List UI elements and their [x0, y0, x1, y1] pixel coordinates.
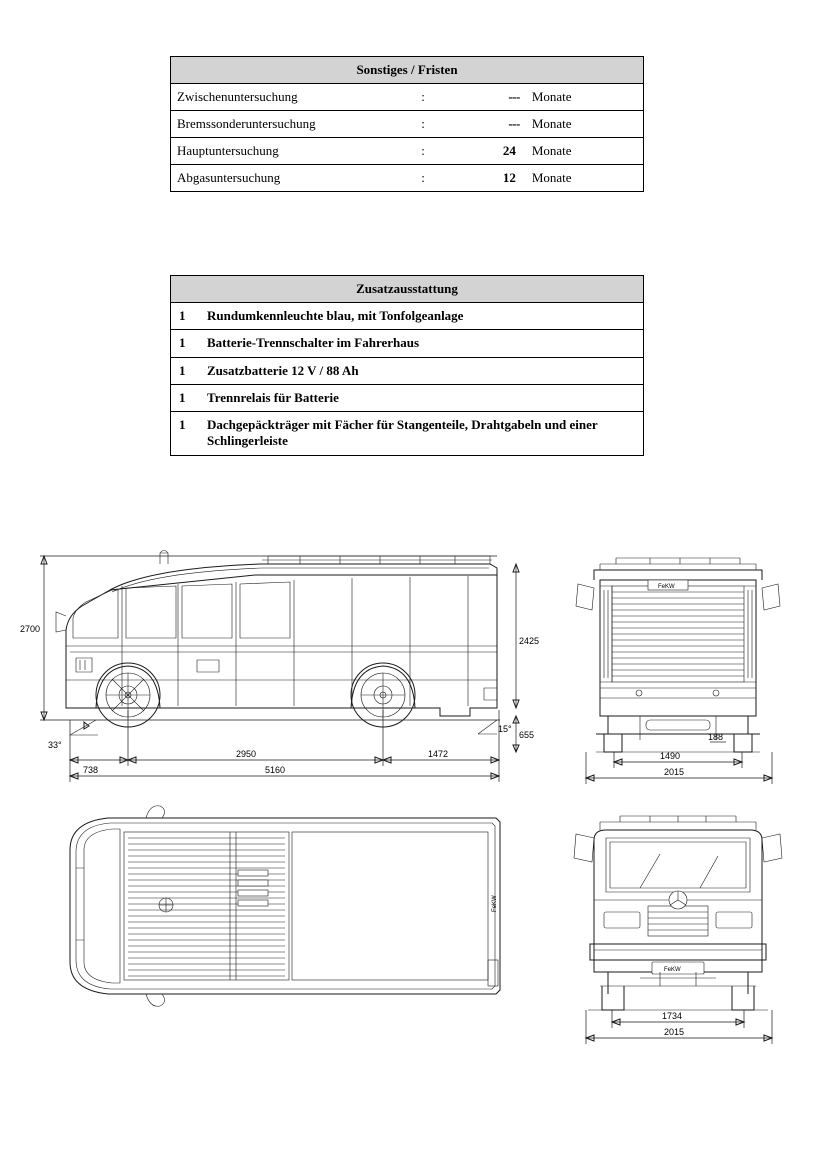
fristen-row-label: Bremssonderuntersuchung — [171, 111, 416, 138]
zusatz-row-qty: 1 — [171, 412, 206, 456]
dim-height-total: 2700 — [20, 624, 41, 634]
dim-height-ground: 655 — [519, 730, 535, 740]
dim-height-body: 2425 — [519, 636, 540, 646]
top-view-drawing — [70, 806, 500, 1007]
fristen-row-unit: Monate — [526, 84, 644, 111]
zusatz-row-qty: 1 — [171, 384, 206, 411]
fristen-row-unit: Monate — [526, 138, 644, 165]
zusatz-row-item: Rundumkennleuchte blau, mit Tonfolgeanlage — [205, 303, 644, 330]
fristen-table-title: Sonstiges / Fristen — [171, 57, 644, 84]
dim-overhang-front: 738 — [83, 765, 99, 775]
dim-front-track: 1734 — [662, 1011, 683, 1021]
zusatz-row-item: Trennrelais für Batterie — [205, 384, 644, 411]
front-label: FeKW — [664, 967, 681, 973]
zusatz-table-title: Zusatzausstattung — [171, 276, 644, 303]
fristen-row-label: Abgasuntersuchung — [171, 165, 416, 192]
zusatz-row-qty: 1 — [171, 357, 206, 384]
dim-wheelbase: 2950 — [236, 749, 257, 759]
fristen-table — [170, 56, 644, 192]
fristen-row-colon: : — [415, 138, 448, 165]
zusatz-row-item: Zusatzbatterie 12 V / 88 Ah — [205, 357, 644, 384]
side-view-drawing — [20, 551, 539, 783]
fristen-row-colon: : — [415, 165, 448, 192]
fristen-row-value: 24 — [448, 138, 526, 165]
table-row — [171, 384, 644, 411]
fristen-row-value: --- — [448, 84, 526, 111]
fristen-row-colon: : — [415, 111, 448, 138]
zusatz-row-qty: 1 — [171, 330, 206, 357]
fristen-row-label: Zwischenuntersuchung — [171, 84, 416, 111]
vehicle-technical-drawings — [0, 520, 826, 1080]
fristen-row-value: --- — [448, 111, 526, 138]
dim-rear-track: 1490 — [660, 751, 681, 761]
dim-rear-width-total: 2015 — [664, 767, 685, 777]
table-row — [171, 165, 644, 192]
table-row — [171, 303, 644, 330]
dim-overhang-rear: 1472 — [428, 749, 449, 759]
fristen-row-label: Hauptuntersuchung — [171, 138, 416, 165]
dim-front-width-total: 2015 — [664, 1027, 685, 1037]
rear-label: FeKW — [658, 584, 675, 590]
front-view-drawing — [574, 816, 782, 1044]
table-row — [171, 111, 644, 138]
dim-angle-rear: 15° — [498, 724, 512, 734]
rear-view-drawing — [576, 558, 780, 784]
top-label: FeKW — [492, 895, 498, 912]
dim-angle-front: 33° — [48, 740, 62, 750]
zusatz-row-item: Dachgepäckträger mit Fächer für Stangenteile, Drahtgabeln und einer Schlingerleiste — [205, 412, 644, 456]
table-row — [171, 138, 644, 165]
dim-rear-height-note: 188 — [708, 732, 724, 742]
zusatz-row-item: Batterie-Trennschalter im Fahrerhaus — [205, 330, 644, 357]
table-row — [171, 84, 644, 111]
table-row — [171, 412, 644, 456]
zusatz-row-qty: 1 — [171, 303, 206, 330]
fristen-row-unit: Monate — [526, 165, 644, 192]
fristen-row-unit: Monate — [526, 111, 644, 138]
zusatzausstattung-table — [170, 275, 644, 456]
fristen-row-colon: : — [415, 84, 448, 111]
dim-length-total: 5160 — [265, 765, 286, 775]
table-row — [171, 330, 644, 357]
table-row — [171, 357, 644, 384]
fristen-row-value: 12 — [448, 165, 526, 192]
